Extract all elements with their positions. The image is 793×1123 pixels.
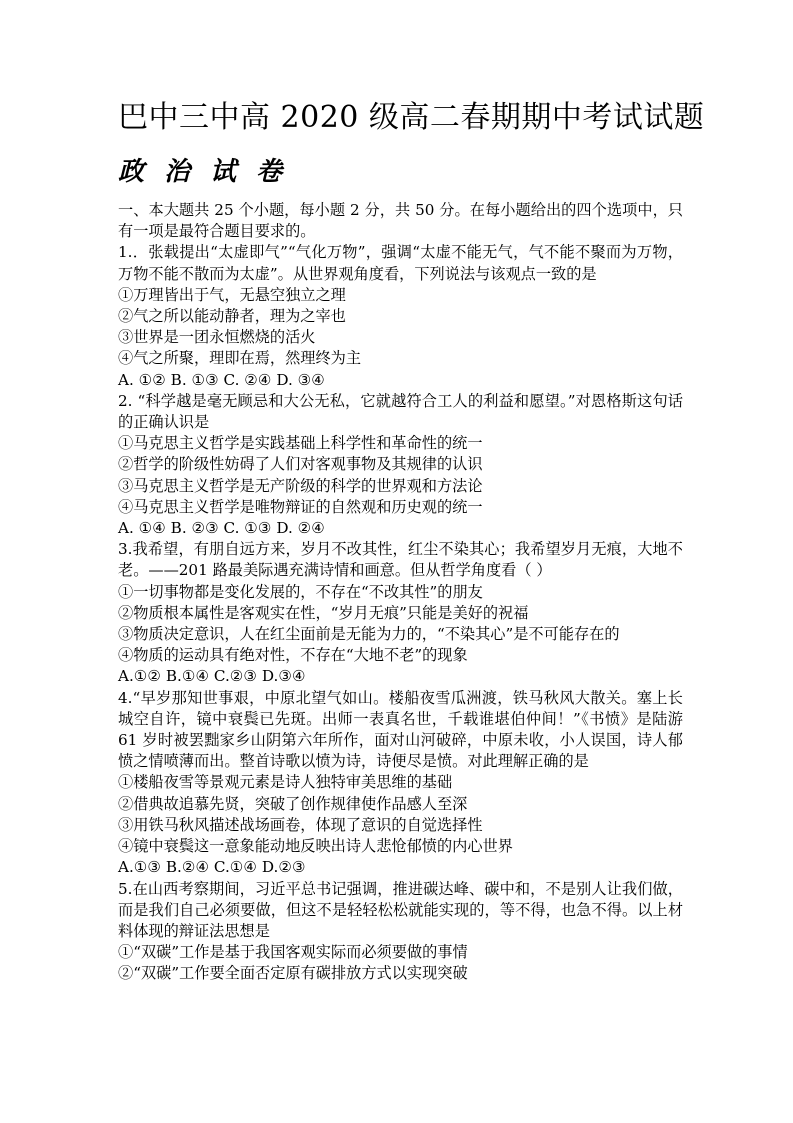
question-3-item-2: ②物质根本属性是客观实在性，“岁月无痕”只能是美好的祝福 <box>118 603 529 622</box>
question-5-item-1: ①“双碳”工作是基于我国客观实际而必须要做的事情 <box>118 943 468 962</box>
exam-title: 巴中三中高 2020 级高二春期期中考试试题 <box>118 100 705 135</box>
question-1-item-4: ④气之所聚，理即在焉，然理终为主 <box>118 349 361 368</box>
question-1-item-1: ①万理皆出于气，无悬空独立之理 <box>118 285 346 304</box>
question-1-stem: 1.．张载提出“太虚即气”“气化万物”，强调“太虚不能无气，气不能不聚而为万物，万物不能不散而为太虚”。从世界观角度看，下列说法与该观点一致的是 <box>118 243 683 283</box>
question-2-item-2: ②哲学的阶级性妨碍了人们对客观事物及其规律的认识 <box>118 455 483 474</box>
question-2-options: A. ①④ B. ②③ C. ①③ D. ②④ <box>118 519 325 538</box>
subject-heading: 政治试卷 <box>118 157 303 187</box>
question-4-item-4: ④镜中衰鬓这一意象能动地反映出诗人悲怆郁愤的内心世界 <box>118 837 513 856</box>
question-4-options: A.①③ B.②④ C.①④ D.②③ <box>118 858 306 877</box>
question-4-stem: 4.“早岁那知世事艰，中原北望气如山。楼船夜雪瓜洲渡，铁马秋风大散关。塞上长城空自许，镜中衰鬓已先斑。出师一表真名世，千载谁堪伯仲间！”《书愤》是陆游 61 岁时被罢黜家乡山阴第六年所作，面对山河破碎，中原未收，小人误国，诗人郁愤之情喷薄而出。整首诗歌以愤为诗，诗便尽是愤。对此理解正确的是 <box>118 688 683 771</box>
question-1-item-2: ②气之所以能动静者，理为之宰也 <box>118 307 346 326</box>
question-2-item-3: ③马克思主义哲学是无产阶级的科学的世界观和方法论 <box>118 476 483 495</box>
question-4-item-3: ③用铁马秋风描述战场画卷，体现了意识的自觉选择性 <box>118 815 483 834</box>
question-5-stem: 5.在山西考察期间，习近平总书记强调，推进碳达峰、碳中和，不是别人让我们做，而是我们自己必须要做，但这不是轻轻松松就能实现的，等不得，也急不得。以上材料体现的辩证法思想是 <box>118 879 683 940</box>
question-2-stem: 2. “科学越是毫无顾忌和大公无私，它就越符合工人的利益和愿望。”对恩格斯这句话的正确认识是 <box>118 391 683 432</box>
question-3-item-3: ③物质决定意识，人在红尘面前是无能为力的，“不染其心”是不可能存在的 <box>118 625 620 644</box>
section-instructions: 一、本大题共 25 个小题，每小题 2 分，共 50 分。在每小题给出的四个选项中，只有一项是最符合题目要求的。 <box>118 201 683 241</box>
question-1-options: A. ①② B. ①③ C. ②④ D. ③④ <box>118 370 325 389</box>
question-2-item-1: ①马克思主义哲学是实践基础上科学性和革命性的统一 <box>118 434 483 453</box>
question-3-item-4: ④物质的运动具有绝对性，不存在“大地不老”的现象 <box>118 646 468 665</box>
question-1-item-3: ③世界是一团永恒燃烧的活火 <box>118 328 316 347</box>
question-5-item-2: ②“双碳”工作要全面否定原有碳排放方式以实现突破 <box>118 964 468 983</box>
question-2-item-4: ④马克思主义哲学是唯物辩证的自然观和历史观的统一 <box>118 497 483 516</box>
question-4-item-1: ①楼船夜雪等景观元素是诗人独特审美思维的基础 <box>118 773 453 792</box>
question-3-item-1: ①一切事物都是变化发展的，不存在“不改其性”的朋友 <box>118 582 483 601</box>
question-3-stem: 3.我希望，有朋自远方来，岁月不改其性，红尘不染其心；我希望岁月无痕，大地不老。——201 路最美际遇充满诗情和画意。但从哲学角度看（ ） <box>118 540 683 580</box>
question-3-options: A.①② B.①④ C.②③ D.③④ <box>118 667 306 686</box>
exam-content <box>118 200 683 985</box>
question-4-item-2: ②借典故追慕先贤，突破了创作规律使作品感人至深 <box>118 794 468 813</box>
